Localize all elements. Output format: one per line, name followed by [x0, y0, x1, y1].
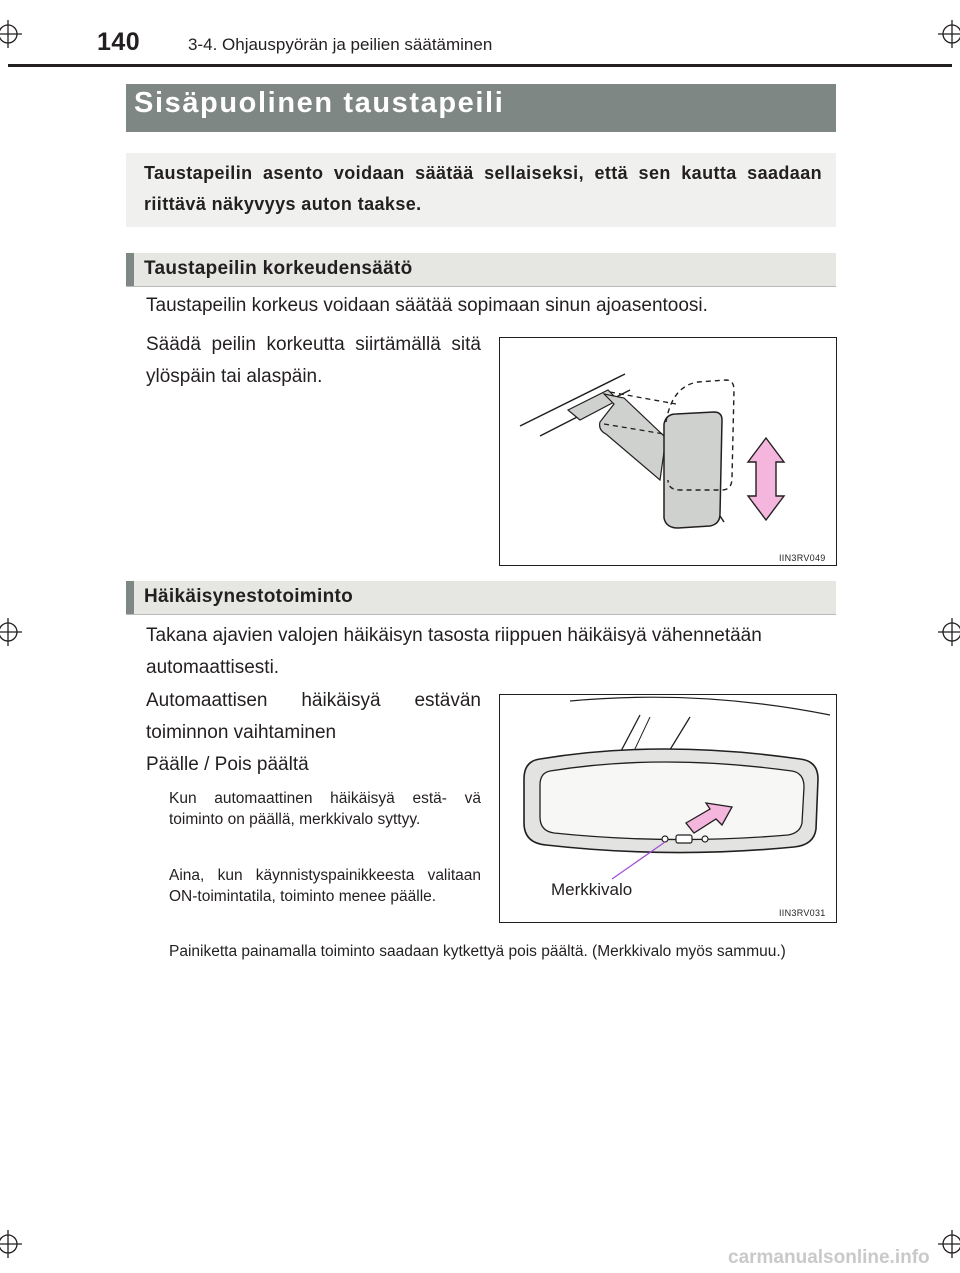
intro-text: Taustapeilin asento voidaan säätää sellaiseksi, että sen kautta saadaan riittävä näkyvyys auton taakse.	[144, 163, 822, 214]
on-off-heading: Päälle / Pois päältä	[146, 754, 309, 775]
height-adjust-paragraph: Taustapeilin korkeus voidaan säätää sopimaan sinun ajoasentoosi.	[146, 295, 708, 316]
subsection-title-anti-glare: Häikäisynestotoiminto	[144, 586, 354, 607]
indicator-label: Merkkivalo	[551, 880, 633, 899]
switch-off-note: Painiketta painamalla toiminto saadaan kytkettyä pois päältä. (Merkkivalo myös sammuu.)	[169, 943, 786, 960]
subsection-accent	[126, 253, 134, 286]
page-number: 140	[97, 28, 141, 56]
anti-glare-switch-heading: Automaattisen häikäisyä estävän toiminnon vaihtaminen	[146, 690, 481, 743]
section-title: 3-4. Ohjauspyörän ja peilien säätäminen	[188, 35, 493, 54]
crop-mark-top-right	[930, 16, 960, 56]
subsection-accent	[126, 581, 134, 614]
anti-glare-paragraph: Takana ajavien valojen häikäisyn tasosta riippuen häikäisyä vähennetään automaattisesti.	[146, 625, 762, 678]
height-adjust-instruction: Säädä peilin korkeutta siirtämällä sitä ylöspäin tai alaspäin.	[146, 334, 481, 387]
header-rule	[8, 64, 952, 67]
mirror-height-illustration	[500, 338, 836, 565]
figure-code: IIN3RV049	[779, 553, 826, 563]
figure-code: IIN3RV031	[779, 908, 826, 918]
subsection-title-height-adjust: Taustapeilin korkeudensäätö	[144, 258, 413, 279]
indicator-note: Kun automaattinen häikäisyä estä- vä toiminto on päällä, merkkivalo syttyy.	[169, 790, 481, 828]
crop-mark-bottom-right	[930, 1226, 960, 1266]
power-on-note: Aina, kun käynnistyspainikkeesta valitaan ON-toimintatila, toiminto menee päälle.	[169, 867, 481, 905]
watermark: carmanualsonline.info	[728, 1247, 930, 1268]
main-title: Sisäpuolinen taustapeili	[134, 87, 505, 119]
mirror-height-figure	[499, 337, 837, 566]
crop-mark-top-left	[0, 16, 40, 56]
crop-mark-middle-right	[930, 614, 960, 654]
crop-mark-middle-left	[0, 614, 40, 654]
anti-glare-mirror-figure	[499, 694, 837, 923]
crop-mark-bottom-left	[0, 1226, 40, 1266]
